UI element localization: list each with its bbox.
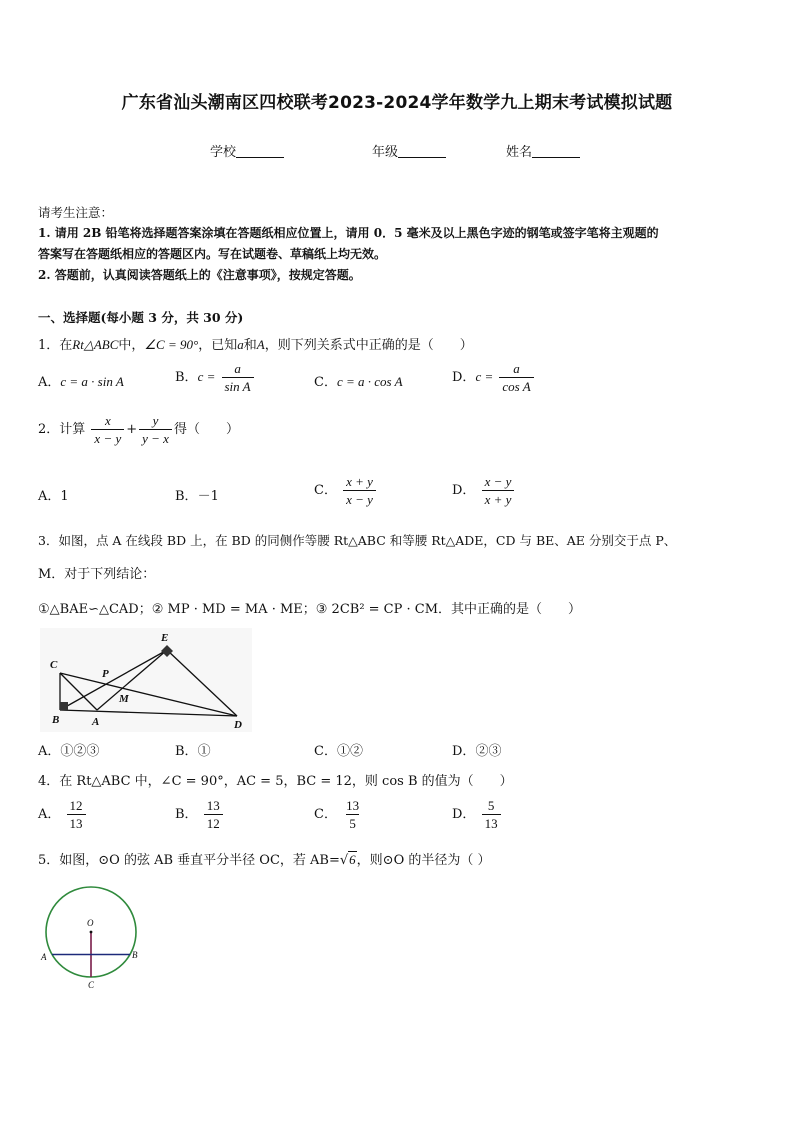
q1-opt-d-label: D．	[452, 370, 476, 385]
school-blank	[236, 145, 284, 158]
q2-opt-c-den: x − y	[343, 490, 376, 508]
q2-plus: +	[126, 422, 138, 437]
q1-opt-d-lhs: c =	[475, 369, 494, 384]
q4-opt-a-num: 12	[69, 798, 83, 813]
q2-opt-c-label: C．	[314, 483, 337, 498]
q1-opt-c-text: c = a · cos A	[336, 374, 403, 389]
q4-opt-c-den: 5	[346, 814, 359, 832]
school-label: 学校	[210, 145, 237, 160]
q4-opt-d-fraction	[482, 797, 501, 832]
q3-right-angle-b	[60, 702, 68, 710]
q3-opt-d-text: ②③	[475, 744, 502, 759]
q5-label-a: A	[41, 952, 47, 962]
q1-option-a[interactable]	[38, 371, 124, 390]
notice-item1-line2: 答案写在答题纸相应的答题区内。写在试题卷、草稿纸上均无效。	[38, 247, 387, 261]
q3-stem-line3: ①△BAE∽△CAD；② MP · MD = MA · ME；③ 2CB² = CP · CM．其中正确的是（ ）	[38, 602, 582, 617]
q3-label-p: P	[102, 668, 109, 680]
q2-f1-den: x − y	[91, 429, 124, 447]
q1-stem-and: 和	[243, 338, 257, 353]
q3-option-a[interactable]	[38, 740, 99, 759]
q2-opt-d-fraction	[482, 473, 515, 508]
q1-opt-b-den: sin A	[222, 377, 254, 395]
q4-opt-c-num: 13	[346, 798, 360, 813]
q5-stem-post: ，则⊙O 的半径为（ ）	[356, 853, 491, 868]
q4-opt-b-num: 13	[206, 798, 220, 813]
q3-label-e: E	[161, 632, 169, 644]
q3-opt-b-text: ①	[197, 744, 211, 759]
q4-opt-b-fraction	[204, 797, 223, 832]
q4-opt-d-den: 13	[482, 814, 501, 832]
q2-opt-a-label: A．	[38, 489, 61, 504]
q5-label-o: O	[87, 918, 94, 928]
q4-option-a[interactable]	[38, 797, 88, 832]
q5-label-c: C	[88, 980, 95, 990]
q1-opt-d-den: cos A	[499, 377, 533, 395]
q2-opt-b-label: B．	[175, 489, 198, 504]
q2-opt-d-label: D．	[452, 483, 476, 498]
q2-fraction-1	[91, 412, 124, 447]
q4-opt-b-label: B．	[175, 807, 198, 822]
q3-opt-d-label: D．	[452, 744, 476, 759]
q3-stem-line1: 3．如图，点 A 在线段 BD 上，在 BD 的同侧作等腰 Rt△ABC 和等腰 Rt△ADE，CD 与 BE、AE 分别交于点 P、	[38, 533, 677, 548]
q2-f1-num: x	[104, 413, 111, 428]
q4-option-b[interactable]	[175, 797, 225, 832]
q4-option-d[interactable]	[452, 797, 503, 832]
q3-option-c[interactable]	[314, 740, 363, 759]
notice-item1-line1: 1. 请用 2B 铅笔将选择题答案涂填在答题纸相应位置上，请用 0．5 毫米及以上黑色字迹的钢笔或签字笔将主观题的	[38, 226, 659, 240]
q1-opt-b-num: a	[234, 361, 241, 376]
q3-option-d[interactable]	[452, 740, 501, 759]
q5-circle-figure	[36, 880, 148, 992]
page-title: 广东省汕头潮南区四校联考2023-2024学年数学九上期末考试模拟试题	[121, 93, 673, 113]
q1-stem-rt: Rt△ABC	[72, 337, 119, 352]
q1-opt-a-text: c = a · sin A	[60, 374, 124, 389]
q3-opt-c-text: ①②	[336, 744, 363, 759]
q1-stem-rest: ，已知	[198, 338, 238, 353]
q1-stem-mid: 中，	[118, 338, 145, 353]
q1-opt-b-label: B．	[175, 370, 198, 385]
q3-label-a: A	[92, 716, 100, 728]
q1-opt-b-fraction	[222, 360, 254, 395]
q2-option-d[interactable]	[452, 473, 516, 508]
q1-stem-prefix: 1．在	[38, 338, 73, 353]
q3-label-m: M	[119, 693, 129, 705]
q2-option-b[interactable]	[175, 485, 219, 504]
q3-option-b[interactable]	[175, 740, 211, 759]
q2-stem-end: 得（ ）	[173, 422, 239, 437]
q3-label-c: C	[50, 659, 58, 671]
q2-opt-b-text: －1	[197, 489, 219, 504]
grade-label: 年级	[372, 145, 399, 160]
q1-option-d[interactable]	[452, 360, 536, 395]
q2-fraction-2	[139, 412, 172, 447]
notice-item2: 2. 答题前，认真阅读答题纸上的《注意事项》，按规定答题。	[38, 268, 361, 282]
q5-label-b: B	[132, 950, 138, 960]
q3-opt-a-label: A．	[38, 744, 61, 759]
q2-f2-den: y − x	[139, 429, 172, 447]
q4-option-c[interactable]	[314, 797, 364, 832]
grade-field	[372, 141, 446, 160]
q1-option-c[interactable]	[314, 371, 403, 390]
q1-option-b[interactable]	[175, 360, 256, 395]
name-field	[506, 141, 580, 160]
q1-stem-A: A	[256, 337, 265, 352]
q1-opt-a-label: A．	[38, 375, 61, 390]
q5-stem	[38, 849, 491, 868]
q2-f2-num: y	[152, 413, 159, 428]
q2-option-a[interactable]	[38, 485, 69, 504]
q3-label-d: D	[234, 719, 242, 731]
q2-opt-d-num: x − y	[484, 474, 512, 489]
q1-opt-d-fraction	[499, 360, 533, 395]
sqrt-symbol: √	[339, 853, 349, 868]
q3-label-b: B	[52, 714, 60, 726]
q2-opt-c-num: x + y	[346, 474, 373, 489]
q3-triangle-figure	[40, 628, 252, 732]
q2-stem	[38, 412, 239, 447]
q4-opt-b-den: 12	[204, 814, 223, 832]
q3-figure-background	[40, 628, 252, 732]
q2-opt-d-den: x + y	[482, 490, 515, 508]
q4-opt-a-label: A．	[38, 807, 61, 822]
q3-opt-c-label: C．	[314, 744, 337, 759]
q1-opt-d-num: a	[513, 361, 520, 376]
q5-stem-pre: 5．如图，⊙O 的弦 AB 垂直平分半径 OC，若 AB=	[38, 853, 340, 868]
q4-opt-d-num: 5	[487, 798, 495, 813]
q4-opt-c-label: C．	[314, 807, 337, 822]
q2-option-c[interactable]	[314, 473, 378, 508]
grade-blank	[398, 145, 446, 158]
section1-heading: 一、选择题(每小题 3 分，共 30 分)	[38, 310, 244, 325]
q1-stem-a: a	[237, 337, 244, 352]
q3-opt-a-text: ①②③	[60, 744, 100, 759]
name-label: 姓名	[506, 145, 533, 160]
q4-opt-a-fraction	[67, 797, 86, 832]
q2-opt-c-fraction	[343, 473, 376, 508]
name-blank	[532, 145, 580, 158]
q4-opt-a-den: 13	[67, 814, 86, 832]
school-field	[210, 141, 284, 160]
q2-stem-prefix: 2．计算	[38, 422, 86, 437]
q4-stem: 4．在 Rt△ABC 中，∠C = 90°，AC = 5，BC = 12，则 cos B 的值为（ ）	[38, 774, 513, 789]
q2-opt-a-text: 1	[60, 489, 69, 504]
q5-center-dot	[90, 931, 93, 934]
q1-opt-b-lhs: c =	[197, 369, 216, 384]
q1-stem	[38, 334, 473, 353]
notice-heading: 请考生注意：	[38, 205, 114, 220]
q3-stem-line2: M．对于下列结论：	[38, 567, 156, 582]
q1-opt-c-label: C．	[314, 375, 337, 390]
q3-opt-b-label: B．	[175, 744, 198, 759]
q4-opt-c-fraction	[343, 797, 362, 832]
q1-stem-angle: ∠C = 90°	[144, 337, 199, 352]
q1-stem-end: ，则下列关系式中正确的是（ ）	[264, 338, 473, 353]
q4-opt-d-label: D．	[452, 807, 476, 822]
q5-radical: 6	[349, 852, 356, 867]
